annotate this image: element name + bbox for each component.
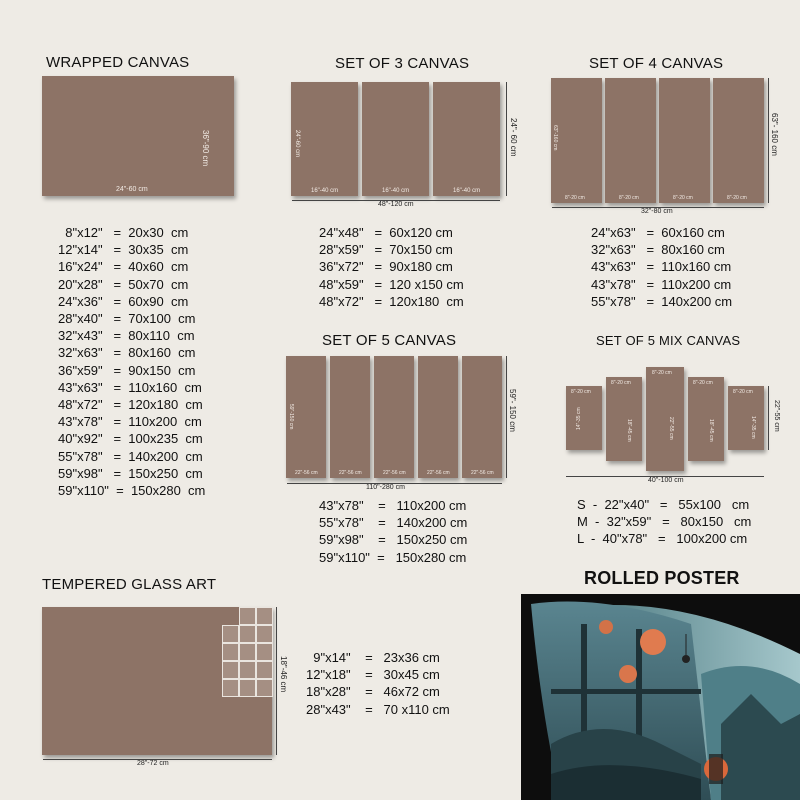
glass-grid-cell	[256, 679, 273, 697]
size-row: 12"x14" = 30x35 cm	[58, 242, 189, 258]
set5-panel-3	[374, 356, 414, 478]
glass-grid-cell	[256, 643, 273, 661]
glass-size-list	[306, 649, 450, 718]
size-row: S - 22"x40" = 55x100 cm	[577, 497, 750, 512]
set3-size-list	[319, 224, 464, 310]
glass-grid-cell	[222, 625, 239, 643]
size-row: M - 32"x59" = 80x150 cm	[577, 514, 752, 530]
size-row: 28"x43" = 70 x110 cm	[306, 701, 450, 717]
size-row: 59"x110" = 150x280 cm	[58, 483, 206, 499]
size-row: 48"x59" = 120 x150 cm	[319, 276, 464, 292]
size-row: 55"x78" = 140x200 cm	[319, 515, 468, 531]
set5-panel-5-label: 22"-56 cm	[471, 470, 494, 476]
set5mix-panel-3-width: 8"-20 cm	[652, 370, 672, 376]
set5mix-panel-4-width: 8"-20 cm	[693, 380, 713, 386]
set4-title: SET OF 4 CANVAS	[589, 55, 724, 72]
set5mix-panel-2-width: 8"-20 cm	[611, 380, 631, 386]
rolled-poster-illustration	[521, 594, 800, 800]
set5-panel-height-label: 59"-150 cm	[288, 404, 294, 430]
glass-grid-cell	[256, 661, 273, 679]
wrapped-height-label: 36"-90 cm	[201, 130, 210, 167]
glass-grid-cell	[256, 625, 273, 643]
set5-panel-2	[330, 356, 370, 478]
set5-panel-5	[462, 356, 502, 478]
set5mix-panel-5	[728, 386, 764, 450]
glass-reflection-grid	[222, 607, 272, 699]
size-row: 59"x98" = 150x250 cm	[58, 465, 203, 481]
size-row: 9"x14" = 23x36 cm	[306, 650, 440, 665]
set5mix-panel-2-height: 18"-45 cm	[626, 419, 632, 442]
set5-panel-4-label: 22"-56 cm	[427, 470, 450, 476]
set5-title: SET OF 5 CANVAS	[322, 332, 457, 349]
size-row: 43"x63" = 110x160 cm	[58, 379, 202, 395]
set4-height-label: 63"- 160 cm	[770, 113, 779, 156]
set5-width-label: 110"-280 cm	[366, 484, 405, 491]
size-row: 24"x63" = 60x160 cm	[591, 225, 725, 240]
size-row: 43"x78" = 110x200 cm	[591, 276, 732, 292]
size-row: 20"x28" = 50x70 cm	[58, 276, 189, 292]
set5mix-panel-3-height: 22"-55 cm	[668, 417, 674, 440]
glass-grid-cell	[239, 679, 256, 697]
set4-panel-3	[659, 78, 710, 203]
size-row: 48"x72" = 120x180 cm	[58, 397, 203, 413]
size-row: 48"x72" = 120x180 cm	[319, 293, 464, 309]
wrapped-size-list	[58, 224, 205, 499]
set5mix-title: SET OF 5 MIX CANVAS	[596, 333, 741, 348]
set4-panel-height-label: 63"-160 cm	[552, 125, 558, 151]
size-row: 32"x43" = 80x110 cm	[58, 328, 195, 344]
glass-grid-cell	[239, 643, 256, 661]
set4-panel-2	[605, 78, 656, 203]
set5-panel-1	[286, 356, 326, 478]
set4-panel-2-label: 8"-20 cm	[619, 195, 639, 201]
glass-title: TEMPERED GLASS ART	[42, 576, 217, 593]
set5-panel-3-label: 22"-56 cm	[383, 470, 406, 476]
set5-height-line	[506, 356, 507, 478]
set5-panel-2-label: 22"-56 cm	[339, 470, 362, 476]
size-row: 24"x36" = 60x90 cm	[58, 293, 189, 309]
set3-panel-3	[433, 82, 500, 196]
glass-height-label: 18"-46 cm	[279, 656, 288, 693]
set3-height-line	[506, 82, 507, 196]
set5mix-height-line	[768, 386, 769, 450]
set3-panel-1	[291, 82, 358, 196]
wrapped-canvas-panel	[42, 76, 234, 196]
glass-grid-cell	[239, 625, 256, 643]
size-row: 55"x78" = 140x200 cm	[591, 293, 733, 309]
set5mix-panel-1-height: 14"-35 cm	[576, 407, 582, 430]
set5mix-panel-4-height: 18"-45 cm	[708, 419, 714, 442]
size-row: 8"x12" = 20x30 cm	[58, 225, 189, 240]
poster-title: ROLLED POSTER	[584, 568, 740, 588]
size-row: 18"x28" = 46x72 cm	[306, 684, 440, 700]
rolled-poster-image	[521, 594, 800, 800]
size-row: 32"x63" = 80x160 cm	[591, 242, 725, 258]
size-row: 55"x78" = 140x200 cm	[58, 448, 203, 464]
set4-height-line	[768, 78, 769, 203]
size-row: 43"x63" = 110x160 cm	[591, 259, 732, 275]
glass-width-label: 28"-72 cm	[137, 760, 169, 767]
size-row: 36"x72" = 90x180 cm	[319, 259, 453, 275]
size-row: 59"x98" = 150x250 cm	[319, 532, 468, 548]
glass-height-line	[276, 607, 277, 755]
set4-panel-1-label: 8"-20 cm	[565, 195, 585, 201]
set3-panel-2-label: 16"-40 cm	[382, 188, 410, 194]
set3-panel-2	[362, 82, 429, 196]
wrapped-canvas-title: WRAPPED CANVAS	[46, 54, 190, 71]
size-row: 43"x78" = 110x200 cm	[319, 498, 467, 513]
size-row: 28"x59" = 70x150 cm	[319, 242, 453, 258]
size-row: 36"x59" = 90x150 cm	[58, 362, 196, 378]
set4-panel-4	[713, 78, 764, 203]
set5-height-label: 59"- 150 cm	[508, 389, 517, 432]
set4-panel-4-label: 8"-20 cm	[727, 195, 747, 201]
set3-title: SET OF 3 CANVAS	[335, 55, 470, 72]
set3-width-label: 48"-120 cm	[378, 201, 414, 208]
glass-grid-cell	[222, 661, 239, 679]
set5mix-panel-4	[688, 377, 724, 461]
size-row: 12"x18" = 30x45 cm	[306, 667, 440, 683]
set5mix-panel-5-width: 8"-20 cm	[733, 389, 753, 395]
set5-size-list	[319, 497, 467, 566]
glass-grid-cell	[239, 607, 256, 625]
set3-panel-height-label: 24"-60 cm	[294, 130, 300, 158]
size-row: 43"x78" = 110x200 cm	[58, 414, 202, 430]
wrapped-width-label: 24"-60 cm	[116, 186, 148, 193]
set4-panel-1	[551, 78, 602, 203]
set3-panel-3-label: 16"-40 cm	[453, 188, 481, 194]
size-row: 28"x40" = 70x100 cm	[58, 311, 196, 327]
glass-grid-cell	[239, 661, 256, 679]
set5mix-panel-5-height: 14"-35 cm	[750, 416, 756, 439]
size-row: 59"x110" = 150x280 cm	[319, 549, 467, 565]
set5-panel-4	[418, 356, 458, 478]
size-row: 32"x63" = 80x160 cm	[58, 345, 196, 361]
glass-panel	[42, 607, 272, 755]
set5mix-width-label: 40"-100 cm	[648, 477, 684, 484]
set4-panel-3-label: 8"-20 cm	[673, 195, 693, 201]
set5mix-panel-1-width: 8"-20 cm	[571, 389, 591, 395]
size-row: 16"x24" = 40x60 cm	[58, 259, 189, 275]
glass-grid-cell	[222, 643, 239, 661]
size-row: 24"x48" = 60x120 cm	[319, 225, 453, 240]
set3-panel-1-label: 16"-40 cm	[311, 188, 339, 194]
glass-grid-cell	[256, 607, 273, 625]
set4-width-label: 32"-80 cm	[641, 208, 673, 215]
set5mix-panel-3	[646, 367, 684, 471]
set5mix-panel-2	[606, 377, 642, 461]
size-row: L - 40"x78" = 100x200 cm	[577, 531, 748, 547]
set4-size-list	[591, 224, 732, 310]
size-row: 40"x92" = 100x235 cm	[58, 431, 203, 447]
set5mix-height-label: 22"-55 cm	[773, 400, 780, 432]
set5mix-panel-1	[566, 386, 602, 450]
glass-grid-cell	[222, 679, 239, 697]
set5-panel-1-label: 22"-56 cm	[295, 470, 318, 476]
set3-height-label: 24"- 60 cm	[509, 118, 518, 157]
set5mix-size-list	[577, 496, 751, 548]
